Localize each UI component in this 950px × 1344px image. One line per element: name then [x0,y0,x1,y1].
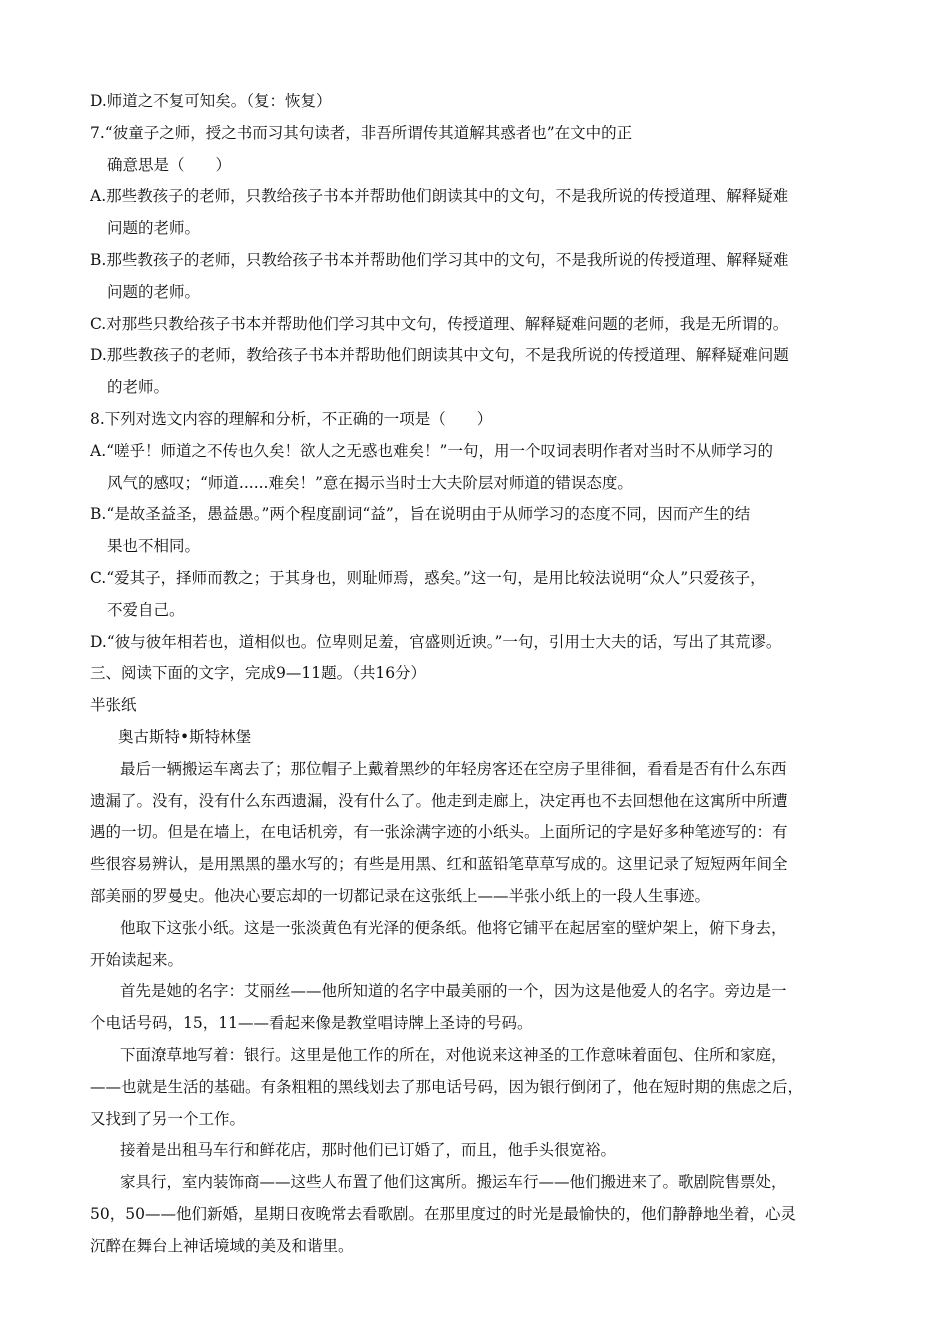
q7-option-a-line2: 问题的老师。 [107,219,201,238]
q8-option-c-line1: C.“爱其子，择师而教之；于其身也，则耻师焉，惑矣。”这一句，是用比较法说明“众人”只爱孩子， [90,568,766,587]
p4-line3: 又找到了另一个工作。 [90,1109,246,1128]
q7-option-a-line1: A.那些教孩子的老师，只教给孩子书本并帮助他们朗读其中的文句，不是我所说的传授道理、解释疑难 [90,187,789,206]
q7-option-d-line1: D.那些教孩子的老师，教给孩子书本并帮助他们朗读其中文句，不是我所说的传授道理、解释疑难问题 [90,346,789,365]
q7-option-b-line2: 问题的老师。 [107,282,201,301]
p1-line3: 遇的一切。但是在墙上，在电话机旁，有一张涂满字迹的小纸头。上面所记的字是好多种笔迹写的：有 [90,823,788,842]
story-title: 半张纸 [90,696,137,715]
p6-line2: 50，50——他们新婚，星期日夜晚常去看歌剧。在那里度过的时光是最愉快的，他们静静地坐着，心灵 [90,1204,796,1223]
q7-option-c-line1: C.对那些只教给孩子书本并帮助他们学习其中文句，传授道理、解释疑难问题的老师，我是无所谓的。 [90,314,789,333]
q8-option-a-line1: A.“嗟乎！师道之不传也久矣！欲人之无惑也难矣！”一句，用一个叹词表明作者对当时不从师学习的 [90,441,773,460]
p1-line4: 些很容易辨认，是用黑黑的墨水写的；有些是用黑、红和蓝铅笔草草写成的。这里记录了短短两年间全 [90,855,788,874]
section3-heading: 三、阅读下面的文字，完成9—11题。（共16分） [90,664,427,683]
p3-line1: 首先是她的名字：艾丽丝——他所知道的名字中最美丽的一个，因为这是他爱人的名字。旁边是一 [120,982,787,1001]
p6-line3: 沉醉在舞台上神话境域的美及和谐里。 [90,1236,354,1255]
p1-line1: 最后一辆搬运车离去了；那位帽子上戴着黑纱的年轻房客还在空房子里徘徊，看看是否有什么东西 [120,759,787,778]
p1-line2: 遗漏了。没有，没有什么东西遗漏，没有什么了。他走到走廊上，决定再也不去回想他在这寓所中所遭 [90,791,788,810]
q7-option-d-line2: 的老师。 [107,378,170,397]
q8-option-b-line2: 果也不相同。 [107,537,201,556]
q8-option-a-line2: 风气的感叹；“师道......难矣！”意在揭示当时士大夫阶层对师道的错误态度。 [107,473,633,492]
p1-line5: 部美丽的罗曼史。他决心要忘却的一切都记录在这张纸上——半张小纸上的一段人生事迹。 [90,886,711,905]
p4-line2: ——也就是生活的基础。有条粗粗的黑线划去了那电话号码，因为银行倒闭了，他在短时期的焦虑之后， [90,1077,804,1096]
q8-option-b-line1: B.“是故圣益圣，愚益愚。”两个程度副词“益”，旨在说明由于从师学习的态度不同，因而产生的结 [90,505,751,524]
q7-option-b-line1: B.那些教孩子的老师，只教给孩子书本并帮助他们学习其中的文句，不是我所说的传授道理、解释疑难 [90,250,789,269]
q8-option-d-line1: D.“彼与彼年相若也，道相似也。位卑则足羞，官盛则近谀。”一句，引用士大夫的话，写出了其荒谬。 [90,632,782,651]
p5-line1: 接着是出租马车行和鲜花店，那时他们已订婚了，而且，他手头很宽裕。 [120,1141,617,1160]
q7-stem-line2: 确意思是（ ） [107,155,232,174]
p2-line2: 开始读起来。 [90,950,184,969]
story-author: 奥古斯特•斯特林堡 [118,727,252,746]
p3-line2: 个电话号码，15，11——看起来像是教堂唱诗牌上圣诗的号码。 [90,1014,533,1033]
p6-line1: 家具行，室内装饰商——这些人布置了他们这寓所。搬运车行——他们搬进来了。歌剧院售票处， [120,1173,787,1192]
q8-stem: 8.下列对选文内容的理解和分析，不正确的一项是（ ） [90,409,493,428]
q6-option-d: D.师道之不复可知矣。（复：恢复） [90,92,332,110]
p2-line1: 他取下这张小纸。这是一张淡黄色有光泽的便条纸。他将它铺平在起居室的壁炉架上，俯下身去， [120,918,787,937]
p4-line1: 下面潦草地写着：银行。这里是他工作的所在，对他说来这神圣的工作意味着面包、住所和家庭， [120,1045,787,1064]
document-page [90,86,870,1262]
q7-stem-line1: 7.“彼童子之师，授之书而习其句读者，非吾所谓传其道解其惑者也”在文中的正 [90,123,633,142]
q8-option-c-line2: 不爱自己。 [107,600,185,619]
